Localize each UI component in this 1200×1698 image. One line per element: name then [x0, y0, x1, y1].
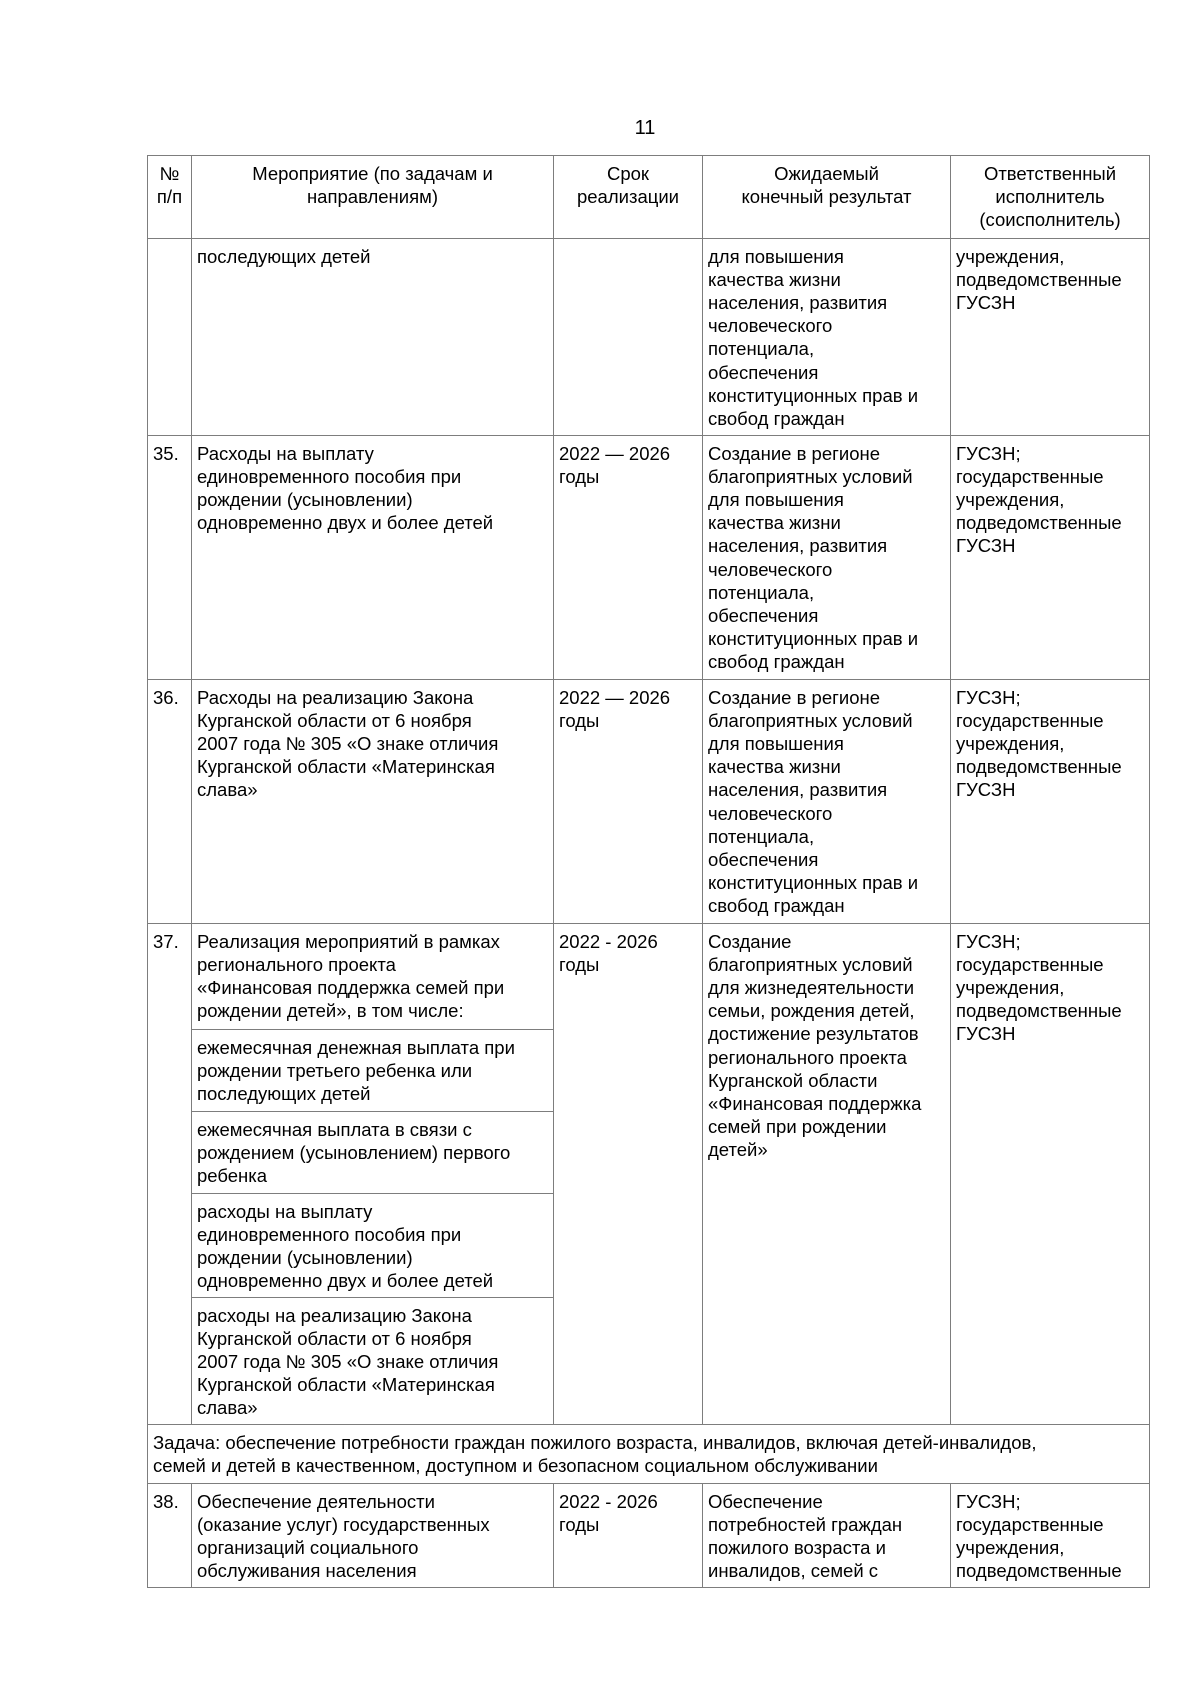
- sub-event-4: расходы на реализацию Закона Курганской области от 6 ноября 2007 года № 305 «О знаке отличия Курганской области «Материнская слава»: [192, 1297, 554, 1424]
- row-event: Реализация мероприятий в рамках регионального проекта «Финансовая поддержка семей при рождении детей», в том числе:: [192, 923, 554, 1029]
- task-row: [148, 1424, 1150, 1483]
- row-event: Расходы на выплату единовременного пособия при рождении (усыновлении) одновременно двух и более детей: [192, 435, 554, 679]
- page-number: 11: [634, 117, 656, 139]
- row-event: Расходы на реализацию Закона Курганской области от 6 ноября 2007 года № 305 «О знаке отличия Курганской области «Материнская слава»: [192, 679, 554, 923]
- table-row: [148, 923, 1150, 1029]
- row-executor: ГУСЗН; государственные учреждения, подведомственные: [951, 1483, 1150, 1587]
- row-result: Создание в регионе благоприятных условий для повышения качества жизни населения, развития человеческого потенциала, обеспечения конституционных прав и свобод граждан: [703, 435, 951, 679]
- row-num: [148, 238, 192, 435]
- row-term: 2022 - 2026 годы: [554, 923, 703, 1424]
- row-executor: ГУСЗН; государственные учреждения, подведомственные ГУСЗН: [951, 923, 1150, 1424]
- table-row: [148, 238, 1150, 435]
- header-event: Мероприятие (по задачам и направлениям): [192, 156, 554, 239]
- row-num: 36.: [148, 679, 192, 923]
- row-num: 38.: [148, 1483, 192, 1587]
- header-term: Срок реализации: [554, 156, 703, 239]
- row-term: 2022 - 2026 годы: [554, 1483, 703, 1587]
- header-num: № п/п: [148, 156, 192, 239]
- header-executor: Ответственный исполнитель (соисполнитель): [951, 156, 1150, 239]
- row-num: 35.: [148, 435, 192, 679]
- table-row: [148, 435, 1150, 679]
- row-num: 37.: [148, 923, 192, 1424]
- row-result: для повышения качества жизни населения, развития человеческого потенциала, обеспечения конституционных прав и свобод граждан: [703, 238, 951, 435]
- row-term: 2022 — 2026 годы: [554, 679, 703, 923]
- measures-table: [147, 155, 1150, 1588]
- row-executor: ГУСЗН; государственные учреждения, подведомственные ГУСЗН: [951, 679, 1150, 923]
- row-event: Обеспечение деятельности (оказание услуг) государственных организаций социального обслуживания населения: [192, 1483, 554, 1587]
- row-result: Создание благоприятных условий для жизнедеятельности семьи, рождения детей, достижение результатов регионального проекта Курганской области «Финансовая поддержка семей при рождении детей»: [703, 923, 951, 1424]
- sub-event-3: расходы на выплату единовременного пособия при рождении (усыновлении) одновременно двух и более детей: [192, 1193, 554, 1297]
- table-row: [148, 679, 1150, 923]
- table-row: [148, 1483, 1150, 1587]
- sub-event-2: ежемесячная выплата в связи с рождением (усыновлением) первого ребенка: [192, 1111, 554, 1193]
- task-text: Задача: обеспечение потребности граждан пожилого возраста, инвалидов, включая детей-инвалидов, семей и детей в качественном, доступном и безопасном социальном обслуживании: [148, 1424, 1150, 1483]
- header-result: Ожидаемый конечный результат: [703, 156, 951, 239]
- row-term: 2022 — 2026 годы: [554, 435, 703, 679]
- row-result: Обеспечение потребностей граждан пожилого возраста и инвалидов, семей с: [703, 1483, 951, 1587]
- row-term: [554, 238, 703, 435]
- row-executor: ГУСЗН; государственные учреждения, подведомственные ГУСЗН: [951, 435, 1150, 679]
- table-header-row: [148, 156, 1150, 239]
- row-event: последующих детей: [192, 238, 554, 435]
- row-result: Создание в регионе благоприятных условий для повышения качества жизни населения, развития человеческого потенциала, обеспечения конституционных прав и свобод граждан: [703, 679, 951, 923]
- sub-event-1: ежемесячная денежная выплата при рождении третьего ребенка или последующих детей: [192, 1029, 554, 1111]
- row-executor: учреждения, подведомственные ГУСЗН: [951, 238, 1150, 435]
